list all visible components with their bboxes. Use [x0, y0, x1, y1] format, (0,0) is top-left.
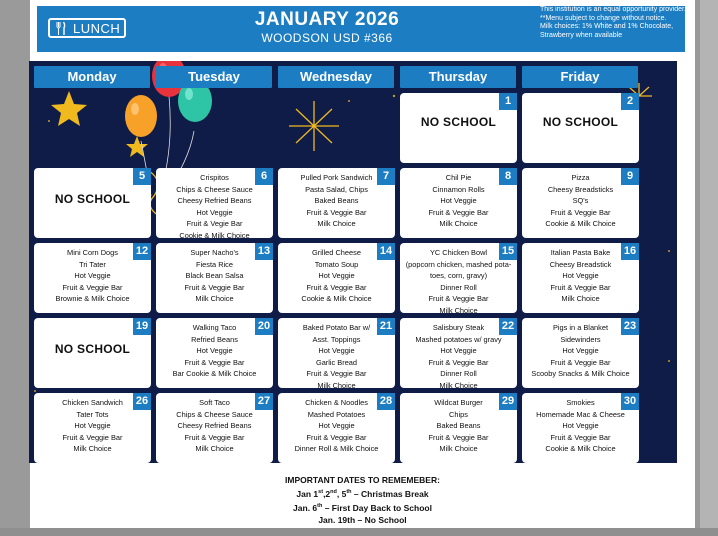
menu-item: Chips — [449, 409, 468, 419]
menu-item: Hot Veggie — [440, 196, 477, 206]
day-cell — [34, 393, 151, 463]
menu-item: Soft Taco — [199, 398, 230, 407]
menu-item: Fruit & Veggie Bar — [550, 207, 611, 217]
day-cell — [34, 318, 151, 388]
day-number: 12 — [133, 243, 151, 260]
menu-items — [522, 172, 639, 230]
day-cell — [278, 243, 395, 313]
menu-items — [278, 322, 395, 392]
day-number: 30 — [621, 393, 639, 410]
menu-item: Scooby Snacks & Milk Choice — [531, 369, 630, 379]
menu-item: Grilled Cheese — [312, 248, 361, 257]
menu-item: Refried Beans — [191, 334, 238, 344]
day-number: 9 — [621, 168, 639, 185]
menu-item: Fiesta Rice — [196, 259, 233, 269]
menu-item: Fruit & Veggie Bar — [184, 432, 245, 442]
day-cell — [156, 168, 273, 238]
menu-item: Cinnamon Rolls — [432, 184, 485, 194]
menu-item: Milk Choice — [439, 305, 478, 315]
menu-item: Super Nacho's — [190, 248, 239, 257]
day-cell — [156, 318, 273, 388]
menu-items — [156, 397, 273, 455]
day-header-friday: Friday — [522, 66, 638, 88]
day-number: 26 — [133, 393, 151, 410]
menu-item: Cheesy Refried Beans — [177, 421, 252, 431]
notice-line: This institution is an equal opportunity provider. — [540, 6, 686, 13]
menu-item: Cookie & Milk Choice — [545, 219, 616, 229]
menu-item: Homemade Mac & Cheese — [536, 409, 625, 419]
menu-item: Crispitos — [200, 173, 229, 182]
menu-item: Hot Veggie — [562, 271, 599, 281]
day-number: 22 — [499, 318, 517, 335]
menu-item: Brownie & Milk Choice — [55, 294, 130, 304]
day-number: 19 — [133, 318, 151, 335]
menu-item: Fruit & Veggie Bar — [550, 432, 611, 442]
day-cell — [156, 243, 273, 313]
menu-item: Hot Veggie — [318, 346, 355, 356]
menu-item: Fruit & Veggie Bar — [306, 207, 367, 217]
menu-item: SQ's — [572, 196, 589, 206]
menu-item: Fruit & Veggie Bar — [550, 357, 611, 367]
menu-item: Chicken & Noodles — [305, 398, 368, 407]
menu-items — [34, 397, 151, 455]
no-school-label: NO SCHOOL — [54, 342, 131, 356]
menu-item: Hot Veggie — [318, 421, 355, 431]
menu-item: Fruit & Veggie Bar — [62, 432, 123, 442]
menu-item: Cookie & Milk Choice — [179, 230, 250, 240]
day-number: 2 — [621, 93, 639, 110]
menu-item: (popcorn chicken, mashed pota- — [405, 259, 512, 269]
menu-item: Fruit & Veggie Bar — [306, 282, 367, 292]
day-number: 5 — [133, 168, 151, 185]
menu-item: Dinner Roll & Milk Choice — [294, 444, 379, 454]
menu-item: Milk Choice — [317, 219, 356, 229]
important-heading: IMPORTANT DATES TO REMEMEBER: — [285, 475, 440, 485]
menu-item: Chil Pie — [445, 173, 472, 182]
day-cell — [522, 93, 639, 163]
menu-item: Fruit & Veggie Bar — [306, 369, 367, 379]
day-cell — [400, 93, 517, 163]
notice-line: **Menu subject to change without notice. — [540, 14, 667, 22]
menu-item: Fruit & Veggie Bar — [428, 357, 489, 367]
day-cell — [522, 393, 639, 463]
menu-item: Cheesy Refried Beans — [177, 196, 252, 206]
day-cell — [278, 393, 395, 463]
menu-item: Dinner Roll — [440, 282, 477, 292]
day-number: 21 — [377, 318, 395, 335]
menu-item: toes, corn, gravy) — [429, 271, 488, 281]
menu-item: Chicken Sandwich — [62, 398, 123, 407]
menu-item: Hot Veggie — [196, 346, 233, 356]
day-number: 13 — [255, 243, 273, 260]
menu-item: Milk Choice — [317, 380, 356, 390]
notice-text — [540, 6, 710, 40]
menu-items — [156, 172, 273, 242]
menu-item: Pigs in a Blanket — [552, 323, 609, 332]
day-cell — [522, 243, 639, 313]
menu-item: Smokies — [566, 398, 595, 407]
district-subtitle: WOODSON USD #366 — [261, 31, 393, 45]
day-cell — [400, 168, 517, 238]
menu-item: Fruit & Veggie Bar — [550, 282, 611, 292]
important-dates — [30, 474, 695, 526]
menu-item: Dinner Roll — [440, 369, 477, 379]
menu-item: Fruit & Vegie Bar — [186, 219, 243, 229]
day-header-wednesday: Wednesday — [278, 66, 394, 88]
menu-item: Milk Choice — [439, 380, 478, 390]
day-cell — [156, 393, 273, 463]
menu-item: Mini Corn Dogs — [67, 248, 118, 257]
day-cell — [278, 168, 395, 238]
notice-line: Strawberry when available — [540, 31, 623, 39]
menu-item: Cheesy Breadsticks — [547, 184, 614, 194]
day-number: 8 — [499, 168, 517, 185]
day-number: 29 — [499, 393, 517, 410]
day-number: 20 — [255, 318, 273, 335]
menu-item: Milk Choice — [195, 294, 234, 304]
menu-items — [522, 397, 639, 455]
menu-item: Fruit & Veggie Bar — [184, 357, 245, 367]
lunch-label: LUNCH — [73, 20, 121, 36]
menu-item: Pulled Pork Sandwich — [300, 173, 373, 182]
menu-item: Bar Cookie & Milk Choice — [172, 369, 257, 379]
menu-items — [278, 172, 395, 230]
menu-item: Tomato Soup — [314, 259, 359, 269]
important-line-3: Jan. 19th – No School — [318, 515, 407, 526]
menu-items — [400, 172, 517, 230]
day-cell — [522, 318, 639, 388]
menu-items — [34, 247, 151, 305]
day-cell — [34, 243, 151, 313]
menu-items — [156, 322, 273, 380]
menu-item: Garlic Bread — [315, 357, 358, 367]
menu-item: Milk Choice — [439, 444, 478, 454]
menu-item: Milk Choice — [439, 219, 478, 229]
menu-item: Fruit & Veggie Bar — [306, 432, 367, 442]
menu-items — [400, 397, 517, 455]
day-cell — [522, 168, 639, 238]
menu-item: Fruit & Veggie Bar — [428, 432, 489, 442]
menu-item: Wildcat Burger — [434, 398, 483, 407]
menu-item: Walking Taco — [192, 323, 237, 332]
menu-item: Cookie & Milk Choice — [301, 294, 372, 304]
menu-item: Tri Tater — [79, 259, 106, 269]
menu-item: YC Chicken Bowl — [429, 248, 488, 257]
menu-item: Chips & Cheese Sauce — [176, 184, 253, 194]
menu-items — [278, 247, 395, 305]
menu-items — [278, 397, 395, 455]
scrollbar-track[interactable] — [700, 0, 718, 536]
menu-item: Hot Veggie — [196, 207, 233, 217]
menu-item: Mashed Potatoes — [307, 409, 366, 419]
day-cell — [400, 393, 517, 463]
menu-item: Milk Choice — [561, 294, 600, 304]
menu-item: Italian Pasta Bake — [550, 248, 611, 257]
menu-item: Cheesy Breadstick — [549, 259, 612, 269]
day-cell — [34, 168, 151, 238]
menu-items — [522, 322, 639, 380]
menu-item: Pizza — [571, 173, 590, 182]
menu-item: Hot Veggie — [562, 346, 599, 356]
menu-item: Fruit & Veggie Bar — [428, 294, 489, 304]
menu-item: Chips & Cheese Sauce — [176, 409, 253, 419]
page-title: JANUARY 2026 — [254, 9, 400, 30]
menu-item: Hot Veggie — [440, 346, 477, 356]
menu-items — [400, 322, 517, 392]
menu-item: Pasta Salad, Chips — [305, 184, 368, 194]
menu-item: Hot Veggie — [74, 421, 111, 431]
menu-item: Baked Beans — [436, 421, 481, 431]
no-school-label: NO SCHOOL — [420, 115, 497, 129]
menu-item: Salisbury Steak — [432, 323, 485, 332]
menu-item: Black Bean Salsa — [185, 271, 244, 281]
menu-item: Fruit & Veggie Bar — [184, 282, 245, 292]
menu-item: Hot Veggie — [562, 421, 599, 431]
day-number: 16 — [621, 243, 639, 260]
menu-item: Baked Potato Bar w/ — [302, 323, 371, 332]
calendar-grid — [29, 61, 677, 463]
menu-item: Fruit & Veggie Bar — [428, 207, 489, 217]
day-number: 27 — [255, 393, 273, 410]
day-number: 15 — [499, 243, 517, 260]
no-school-label: NO SCHOOL — [54, 192, 131, 206]
important-line-1: Jan 1st,2nd, 5th – Christmas Break — [296, 489, 429, 500]
menu-item: Baked Beans — [314, 196, 359, 206]
menu-item: Tater Tots — [76, 409, 109, 419]
day-header-thursday: Thursday — [400, 66, 516, 88]
menu-item: Hot Veggie — [318, 271, 355, 281]
important-line-2: Jan. 6th – First Day Back to School — [293, 503, 432, 514]
menu-item: Milk Choice — [195, 444, 234, 454]
day-number: 28 — [377, 393, 395, 410]
day-number: 1 — [499, 93, 517, 110]
menu-item: Sidewinders — [560, 334, 601, 344]
bottom-edge — [0, 528, 718, 536]
menu-item: Mashed potatoes w/ gravy — [415, 334, 502, 344]
day-number: 14 — [377, 243, 395, 260]
menu-item: Fruit & Veggie Bar — [62, 282, 123, 292]
day-cell — [278, 318, 395, 388]
day-header-monday: Monday — [34, 66, 150, 88]
day-cell — [400, 243, 517, 313]
menu-items — [522, 247, 639, 305]
menu-item: Cookie & Milk Choice — [545, 444, 616, 454]
menu-item: Milk Choice — [73, 444, 112, 454]
day-number: 23 — [621, 318, 639, 335]
menu-items — [156, 247, 273, 305]
no-school-label: NO SCHOOL — [542, 115, 619, 129]
notice-line: Milk choices: 1% White and 1% Chocolate, — [540, 23, 674, 30]
menu-items — [400, 247, 517, 317]
day-number: 7 — [377, 168, 395, 185]
day-number: 6 — [255, 168, 273, 185]
menu-item: Asst. Toppings — [312, 334, 361, 344]
day-cell — [400, 318, 517, 388]
day-header-tuesday: Tuesday — [156, 66, 272, 88]
menu-item: Hot Veggie — [74, 271, 111, 281]
